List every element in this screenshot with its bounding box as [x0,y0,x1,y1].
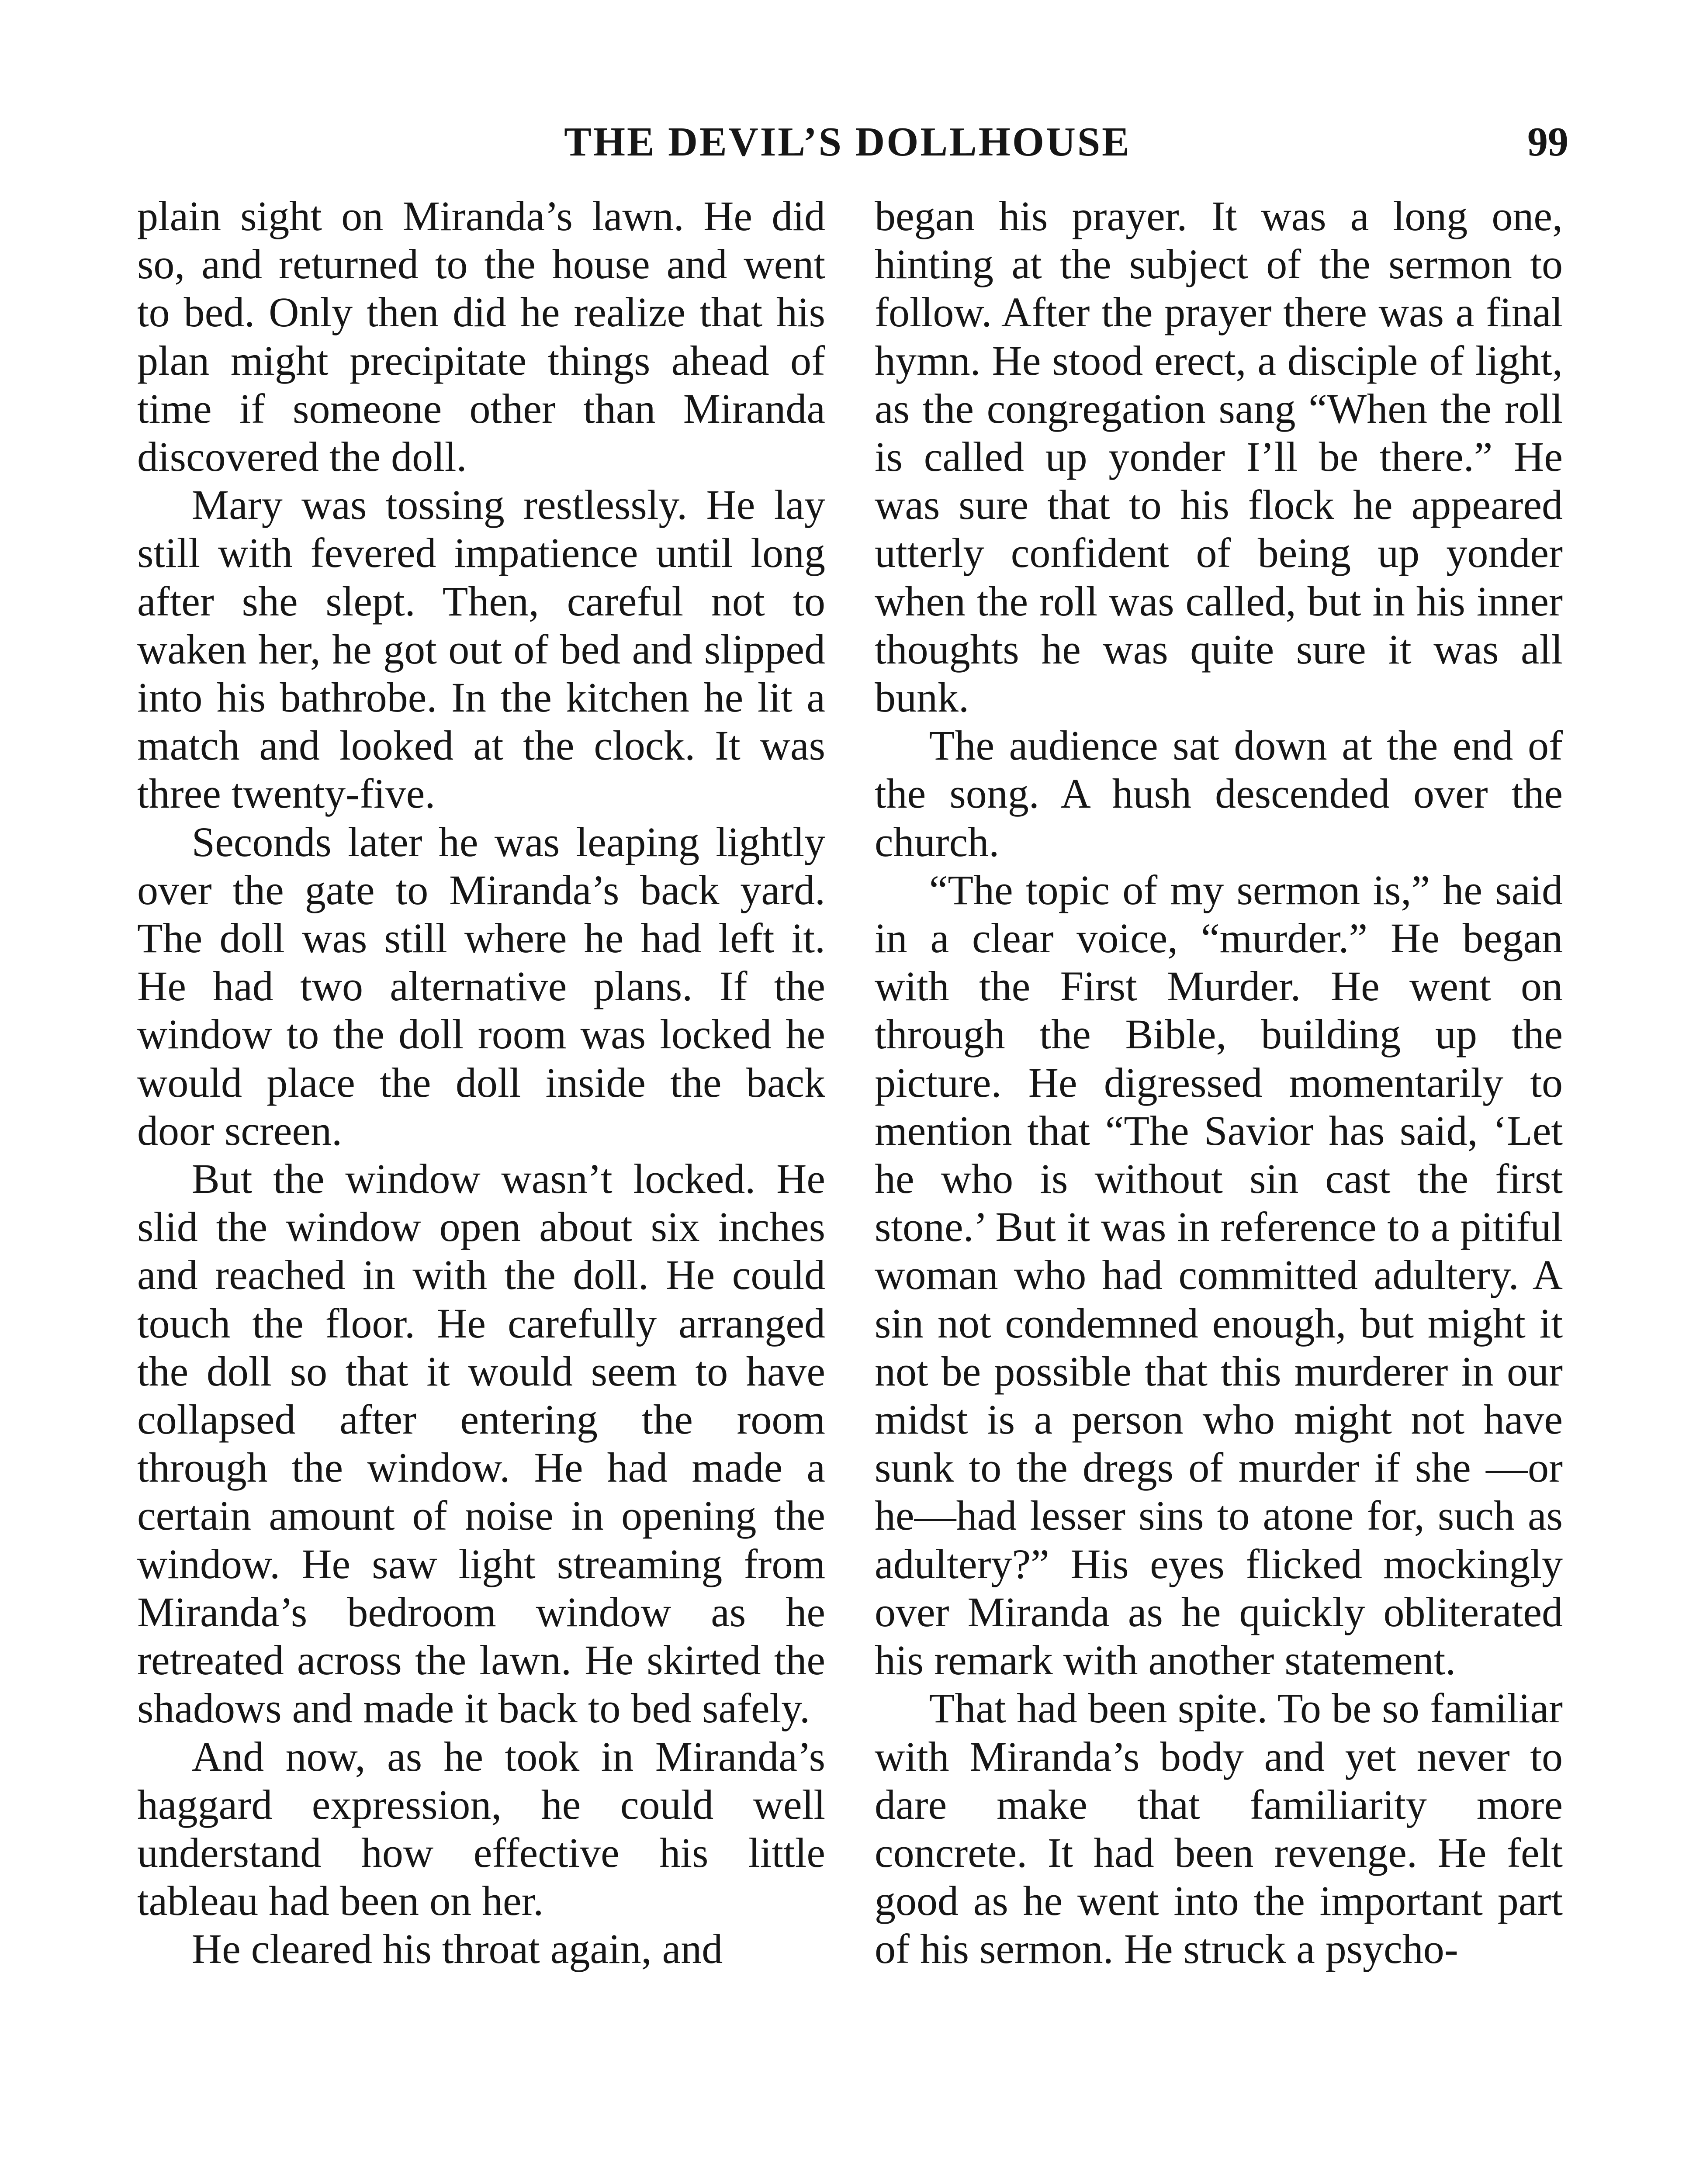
paragraph: plain sight on Miranda’s lawn. He did so, and returned to the house and went to bed. Only then did he realize that his plan might precipitate things ahead of time if someone other than Miranda discovered the doll. [137,193,825,480]
paragraph: began his prayer. It was a long one, hinting at the subject of the sermon to follow. After the prayer there was a final hymn. He stood erect, a disciple of light, as the congregation sang “When the roll is called up yonder I’ll be there.” He was sure that to his flock he appeared utterly confident of being up yonder when the roll was called, but in his inner thoughts he was quite sure it was all bunk. [875,193,1563,721]
page-number: 99 [1527,119,1568,165]
paragraph: The audience sat down at the end of the song. A hush descended over the church. [875,722,1563,865]
paragraph: He cleared his throat again, and [191,1925,723,1973]
right-text-column [875,192,1563,1973]
paragraph: Mary was tossing restlessly. He lay still with fevered impatience until long after she slept. Then, careful not to waken her, he got out of bed and slipped into his bathrobe. In the kitchen he lit a match and looked at the clock. It was three twenty-five. [137,481,825,817]
paragraph: “The topic of my sermon is,” he said in a clear voice, “murder.” He began with the First Murder. He went on through the Bible, building up the picture. He digressed momentarily to mention that “The Savior has said, ‘Let he who is without sin cast the first stone.’ But it was in reference to a pitiful woman who had committed adultery. A sin not condemned enough, but might it not be possible that this murderer in our midst is a person who might not have sunk to the dregs of murder if she —or he—had lesser sins to atone for, such as adultery?” His eyes flicked mockingly over Miranda as he quickly obliterated his remark with another statement. [875,866,1563,1684]
paragraph: Seconds later he was leaping lightly over the gate to Miranda’s back yard. The doll was still where he had left it. He had two alternative plans. If the window to the doll room was locked he would place the doll inside the back door screen. [137,818,825,1154]
paragraph: And now, as he took in Miranda’s haggard expression, he could well understand how effective his little tableau had been on her. [137,1733,825,1925]
paragraph: That had been spite. To be so familiar with Miranda’s body and yet never to dare make that familiarity more concrete. It had been revenge. He felt good as he went into the important part of his sermon. He struck a psycho- [875,1685,1563,1973]
left-text-column [137,192,825,1973]
running-header [127,118,1568,175]
running-title: THE DEVIL’S DOLLHOUSE [564,119,1131,165]
paragraph: But the window wasn’t locked. He slid the window open about six inches and reached in with the doll. He could touch the floor. He carefully arranged the doll so that it would seem to have collapsed after entering the room through the window. He had made a certain amount of noise in opening the window. He saw light streaming from Miranda’s bedroom window as he retreated across the lawn. He skirted the shadows and made it back to bed safely. [137,1155,825,1732]
